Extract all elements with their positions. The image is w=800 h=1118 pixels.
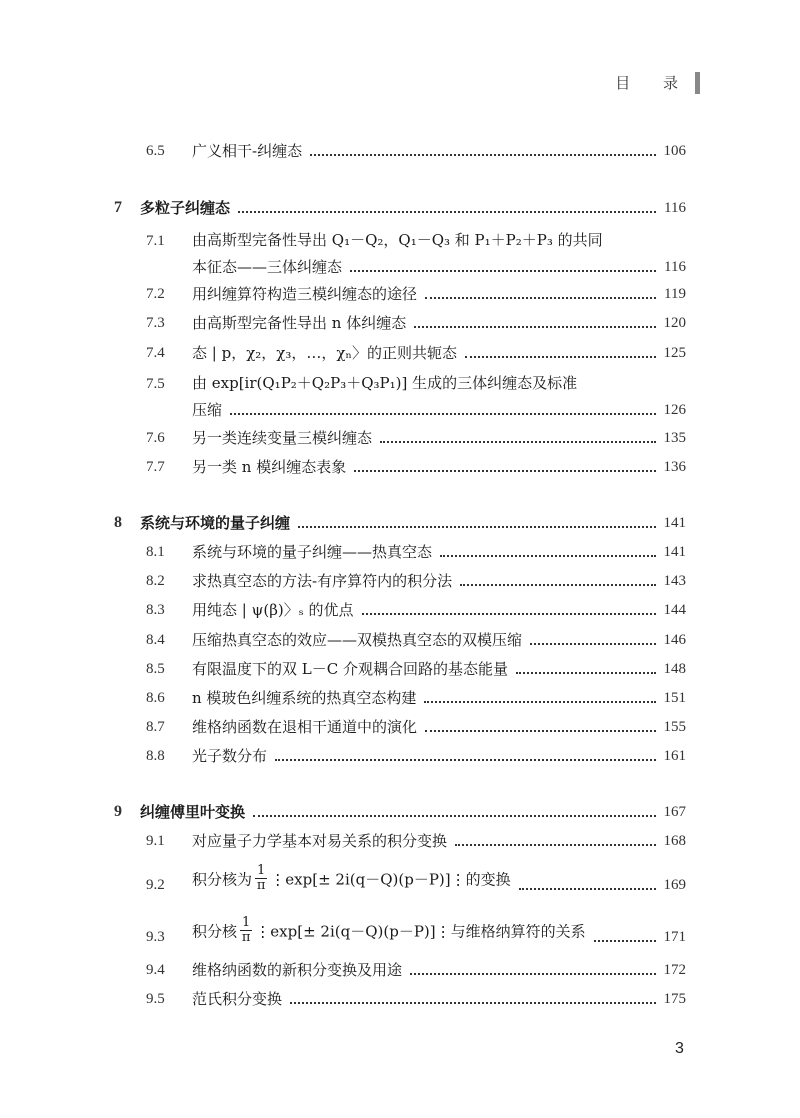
toc-chapter[interactable] (114, 802, 686, 822)
toc-entry-line1[interactable] (146, 230, 603, 251)
page-number: 168 (663, 833, 686, 849)
page-number: 141 (663, 544, 686, 560)
header-bar (695, 72, 700, 94)
toc-entry[interactable] (146, 717, 686, 737)
toc-entry[interactable] (146, 284, 686, 304)
entry-title (192, 915, 586, 947)
chapter-title: 纠缠傅里叶变换 (140, 803, 246, 821)
section-number: 8.2 (146, 573, 165, 589)
section-number: 8.4 (146, 632, 165, 648)
toc-entry-line2[interactable] (192, 400, 686, 420)
page-number: 151 (663, 690, 686, 706)
dot-leader (424, 701, 655, 703)
chapter-number: 7 (114, 199, 122, 216)
section-number: 8.7 (146, 719, 165, 735)
fraction-denominator: π (241, 930, 251, 945)
section-number: 9.3 (146, 929, 165, 945)
dot-leader (460, 584, 655, 586)
dot-leader (519, 888, 656, 890)
toc-chapter[interactable] (114, 513, 686, 533)
toc-entry-line1[interactable] (146, 373, 577, 394)
section-number: 7.1 (146, 233, 165, 249)
entry-title: 由高斯型完备性导出 Q₁－Q₂，Q₁－Q₃ 和 P₁＋P₂＋P₃ 的共同 (192, 231, 603, 249)
entry-title: 维格纳函数在退相干通道中的演化 (192, 718, 418, 736)
page-number: 125 (663, 345, 686, 361)
dot-leader (354, 470, 655, 472)
chapter-title: 系统与环境的量子纠缠 (140, 514, 291, 532)
page-number: 120 (663, 315, 686, 331)
toc-entry[interactable] (146, 542, 686, 562)
entry-title: 态 | p，χ₂，χ₃，…，χₙ〉的正则共轭态 (192, 344, 457, 362)
entry-title: 用纯态 | ψ(β)〉ₛ 的优点 (192, 601, 354, 619)
fraction (255, 864, 267, 893)
running-header: 目 录 (615, 74, 692, 92)
page-number: 171 (663, 929, 686, 945)
entry-title: 对应量子力学基本对易关系的积分变换 (192, 832, 448, 850)
entry-title: 由高斯型完备性导出 n 体纠缠态 (192, 314, 407, 332)
toc-entry[interactable] (146, 630, 686, 650)
page-number: 141 (663, 515, 686, 531)
chapter-title: 多粒子纠缠态 (140, 199, 231, 217)
section-number: 7.2 (146, 286, 165, 302)
toc-entry[interactable] (146, 141, 686, 161)
section-number: 9.4 (146, 962, 165, 978)
entry-title: 范氏积分变换 (192, 990, 283, 1008)
entry-title-continued: 本征态——三体纠缠态 (192, 258, 343, 276)
dot-leader (230, 413, 655, 415)
page-number: 169 (663, 877, 686, 893)
toc-entry[interactable] (146, 688, 686, 708)
entry-title: 维格纳函数的新积分变换及用途 (192, 961, 403, 979)
page-number: 148 (663, 661, 686, 677)
toc-entry-line2[interactable] (192, 257, 686, 277)
page-number: 167 (663, 804, 686, 820)
dot-leader (425, 297, 656, 299)
dot-leader (298, 526, 655, 528)
dot-leader (410, 973, 655, 975)
section-number: 6.5 (146, 143, 165, 159)
page-number: 155 (663, 719, 686, 735)
section-number: 8.8 (146, 748, 165, 764)
fraction-numerator: 1 (242, 915, 251, 930)
entry-title: 广义相干-纠缠态 (192, 142, 303, 160)
toc-chapter[interactable] (114, 198, 686, 218)
page-number: 119 (664, 286, 686, 302)
dot-leader (275, 759, 655, 761)
toc-entry[interactable] (146, 600, 686, 620)
page-number: 135 (663, 430, 686, 446)
title-suffix: ⋮exp[± 2i(q－Q)(p－P)]⋮与维格纳算符的关系 (255, 922, 586, 941)
section-number: 7.6 (146, 430, 165, 446)
page-number: 143 (663, 573, 686, 589)
fraction-denominator: π (256, 878, 266, 893)
page-number: 106 (663, 143, 686, 159)
dot-leader (380, 441, 655, 443)
page-number: 172 (663, 962, 686, 978)
title-prefix: 积分核 (192, 922, 238, 941)
dot-leader (350, 270, 656, 272)
toc-entry[interactable] (146, 659, 686, 679)
toc-entry[interactable] (146, 989, 686, 1009)
dot-leader (594, 940, 656, 942)
section-number: 7.5 (146, 376, 165, 392)
chapter-number: 9 (114, 803, 122, 820)
dot-leader (238, 211, 656, 213)
page-number: 116 (664, 259, 686, 275)
section-number: 7.4 (146, 345, 165, 361)
entry-title-continued: 压缩 (192, 401, 223, 419)
dot-leader (530, 643, 655, 645)
toc-entry[interactable] (146, 915, 686, 947)
page-number: 161 (663, 748, 686, 764)
entry-title: 另一类 n 模纠缠态表象 (192, 458, 347, 476)
fraction (240, 916, 252, 945)
toc-entry[interactable] (146, 831, 686, 851)
dot-leader (310, 154, 655, 156)
toc-entry[interactable] (146, 571, 686, 591)
section-number: 9.1 (146, 833, 165, 849)
toc-entry[interactable] (146, 343, 686, 363)
title-suffix: ⋮exp[± 2i(q－Q)(p－P)]⋮的变换 (270, 870, 511, 889)
entry-title (192, 863, 511, 895)
dot-leader (290, 1002, 655, 1004)
section-number: 9.5 (146, 991, 165, 1007)
toc-entry[interactable] (146, 457, 686, 477)
chapter-number: 8 (114, 514, 122, 531)
dot-leader (425, 730, 655, 732)
toc-entry[interactable] (146, 960, 686, 980)
toc-entry[interactable] (146, 313, 686, 333)
entry-title: 压缩热真空态的效应——双模热真空态的双模压缩 (192, 631, 523, 649)
entry-title: 另一类连续变量三模纠缠态 (192, 429, 373, 447)
page-number: 116 (664, 200, 686, 216)
entry-title: 用纠缠算符构造三模纠缠态的途径 (192, 285, 418, 303)
section-number: 8.3 (146, 602, 165, 618)
section-number: 7.3 (146, 315, 165, 331)
page-number: 144 (663, 602, 686, 618)
section-number: 7.7 (146, 459, 165, 475)
dot-leader (465, 356, 656, 358)
fraction-numerator: 1 (257, 863, 266, 878)
page-number: 146 (663, 632, 686, 648)
dot-leader (440, 555, 655, 557)
dot-leader (455, 844, 655, 846)
toc-entry[interactable] (146, 863, 686, 895)
dot-leader (414, 326, 655, 328)
section-number: 8.6 (146, 690, 165, 706)
entry-title: n 模玻色纠缠系统的热真空态构建 (192, 689, 417, 707)
toc-entry[interactable] (146, 428, 686, 448)
dot-leader (253, 815, 655, 817)
dot-leader (362, 613, 656, 615)
entry-title: 光子数分布 (192, 747, 268, 765)
entry-title: 系统与环境的量子纠缠——热真空态 (192, 543, 433, 561)
section-number: 9.2 (146, 877, 165, 893)
page-number: 126 (663, 402, 686, 418)
page-number: 175 (663, 991, 686, 1007)
entry-title: 求热真空态的方法-有序算符内的积分法 (192, 572, 453, 590)
entry-title: 由 exp[ir(Q₁P₂＋Q₂P₃＋Q₃P₁)] 生成的三体纠缠态及标准 (192, 374, 578, 392)
toc-entry[interactable] (146, 746, 686, 766)
dot-leader (516, 672, 656, 674)
entry-title: 有限温度下的双 L－C 介观耦合回路的基态能量 (192, 660, 508, 678)
page-number: 136 (663, 459, 686, 475)
section-number: 8.1 (146, 544, 165, 560)
section-number: 8.5 (146, 661, 165, 677)
page-folio: 3 (675, 1040, 684, 1057)
title-prefix: 积分核为 (192, 870, 253, 889)
